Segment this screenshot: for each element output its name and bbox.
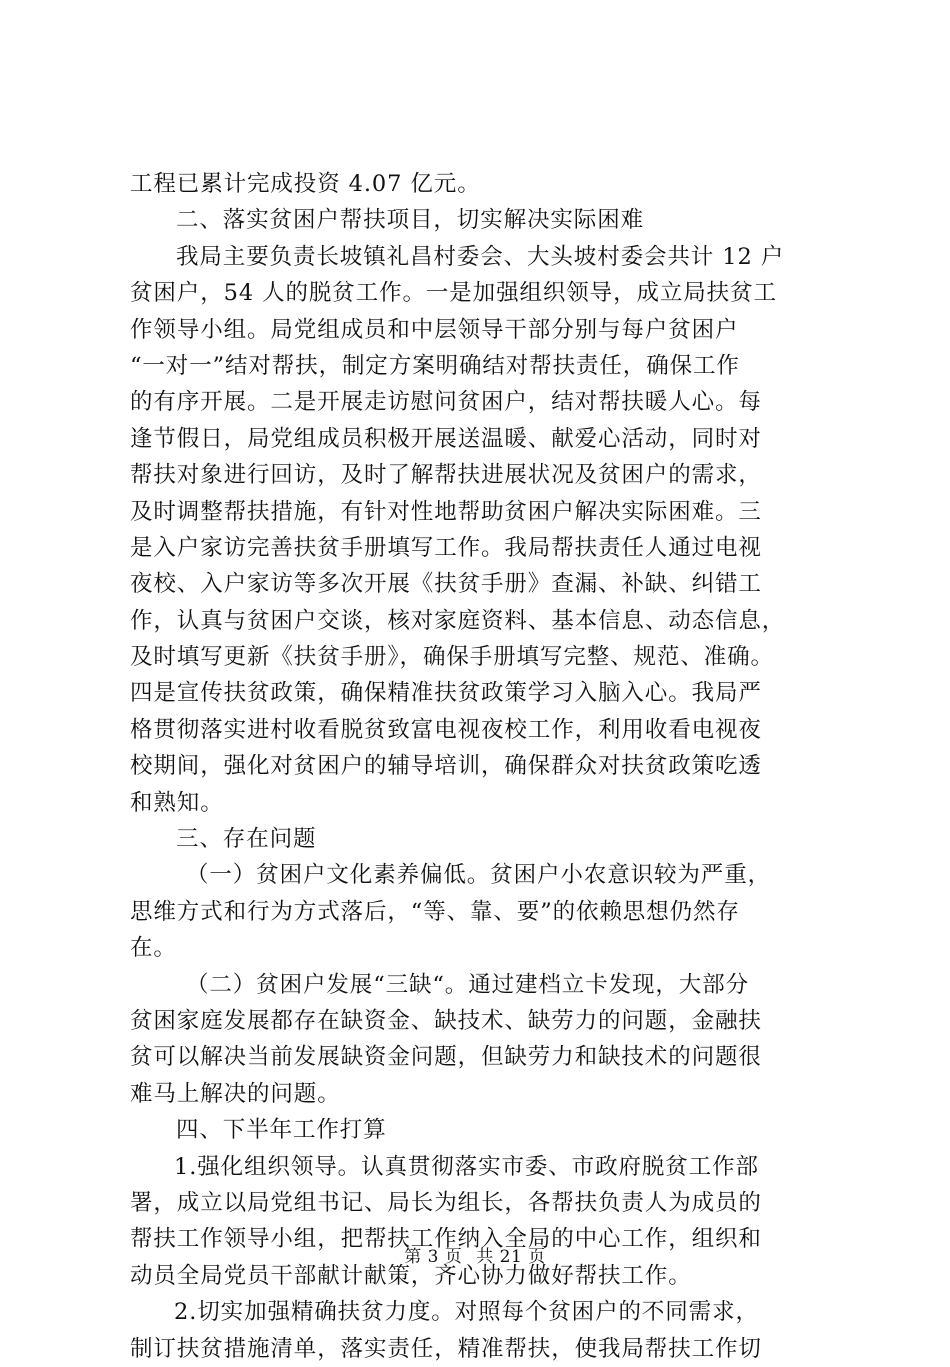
paragraph-start: 1.强化组织领导。认真贯彻落实市委、市政府脱贫工作部: [174, 1153, 759, 1180]
text-line: 及时调整帮扶措施，有针对性地帮助贫困户解决实际困难。三: [130, 498, 762, 525]
text-line: 作领导小组。局党组成员和中层领导干部分别与每户贫困户: [130, 316, 739, 343]
paragraph-start: （二）贫困户发展“三缺“。通过建档立卡发现，大部分: [186, 971, 750, 998]
text-line: 是入户家访完善扶贫手册填写工作。我局帮扶责任人通过电视: [130, 534, 762, 561]
text-line: 思维方式和行为方式落后，“等、靠、要”的依赖思想仍然存: [130, 898, 740, 925]
text-line: 及时填写更新《扶贫手册》，确保手册填写完整、规范、准确。: [130, 644, 774, 671]
page-footer: [0, 1242, 950, 1267]
text-line: 的有序开展。二是开展走访慰问贫困户，结对帮扶暖人心。每: [130, 389, 762, 416]
text-line: 帮扶对象进行回访，及时了解帮扶进展状况及贫困户的需求，: [130, 462, 762, 489]
text-line: “一对一”结对帮扶，制定方案明确结对帮扶责任，确保工作: [130, 352, 740, 379]
text-line: 作，认真与贫困户交谈，核对家庭资料、基本信息、动态信息，: [130, 607, 786, 634]
text-line: 贫困家庭发展都存在缺资金、缺技术、缺劳力的问题，金融扶: [130, 1007, 762, 1034]
page-total: 共 21 页: [476, 1247, 546, 1267]
page-number: 第 3 页: [404, 1247, 463, 1267]
text-line: 夜校、入户家访等多次开展《扶贫手册》查漏、补缺、纠错工: [130, 571, 762, 598]
section-heading: 二、落实贫困户帮扶项目，切实解决实际困难: [176, 207, 645, 234]
document-body: [130, 166, 830, 1367]
text-line: 格贯彻落实进村收看脱贫致富电视夜校工作，利用收看电视夜: [130, 716, 762, 743]
text-line: 校期间，强化对贫困户的辅导培训，确保群众对扶贫政策吃透: [130, 753, 762, 780]
text-line: 和熟知。: [130, 789, 224, 816]
paragraph-start: （一）贫困户文化素养偏低。贫困户小农意识较为严重，: [186, 862, 772, 889]
paragraph-start: 2.切实加强精确扶贫力度。对照每个贫困户的不同需求，: [174, 1299, 759, 1326]
text-line: 在。: [130, 935, 177, 962]
text-line: 逢节假日，局党组成员积极开展送温暖、献爱心活动，同时对: [130, 425, 762, 452]
section-heading: 三、存在问题: [176, 826, 317, 853]
text-line: 贫困户，54 人的脱贫工作。一是加强组织领导，成立局扶贫工: [130, 280, 777, 307]
text-line: 工程已累计完成投资 4.07 亿元。: [130, 171, 481, 197]
text-line: 制订扶贫措施清单，落实责任，精准帮扶，使我局帮扶工作切: [130, 1335, 762, 1362]
text-line: 四是宣传扶贫政策，确保精准扶贫政策学习入脑入心。我局严: [130, 680, 762, 707]
text-line: 贫可以解决当前发展缺资金问题，但缺劳力和缺技术的问题很: [130, 1044, 762, 1071]
text-line: 动员全局党员干部献计献策，齐心协力做好帮扶工作。: [130, 1262, 692, 1289]
text-line: 帮扶工作领导小组，把帮扶工作纳入全局的中心工作，组织和: [130, 1226, 762, 1253]
paragraph-start: 我局主要负责长坡镇礼昌村委会、大头坡村委会共计 12 户: [176, 243, 785, 270]
section-heading: 四、下半年工作打算: [176, 1117, 387, 1144]
text-line: 难马上解决的问题。: [130, 1080, 341, 1107]
text-line: 署，成立以局党组书记、局长为组长，各帮扶负责人为成员的: [130, 1189, 762, 1216]
